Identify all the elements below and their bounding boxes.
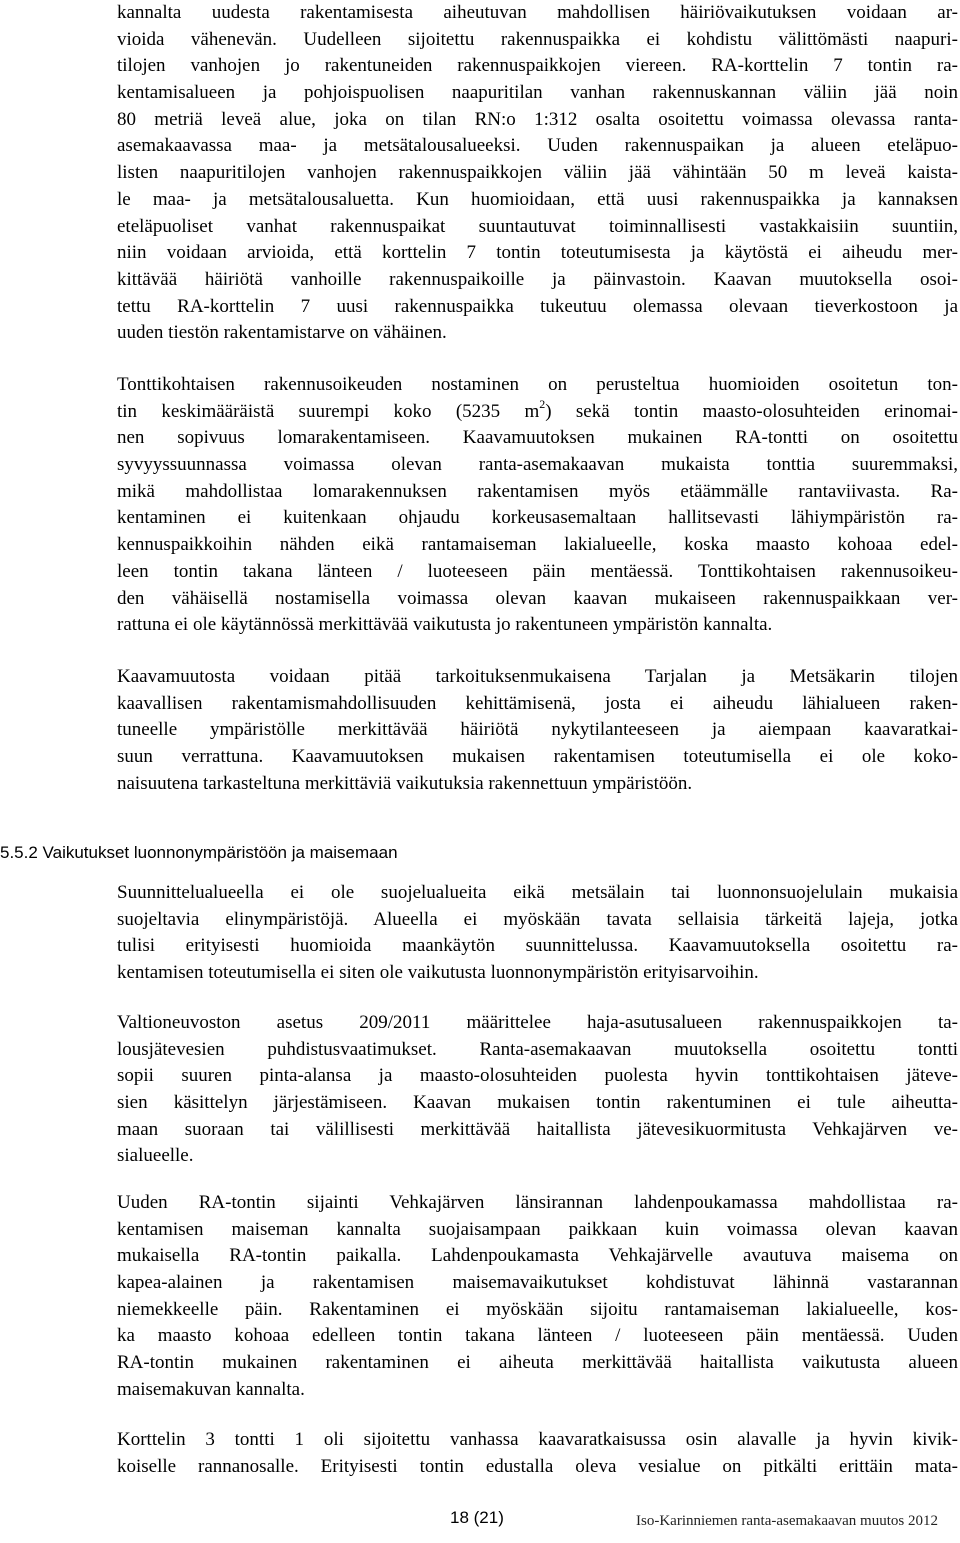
text-line: 80 metriä leveä alue, joka on tilan RN:o 1:312 osalta osoitettu voimassa olevassa ranta-	[117, 108, 958, 130]
text-line: uuden tiestön rakentamistarve on vähäinen.	[117, 322, 447, 344]
text-line: kittävää häiriötä vanhoille rakennuspaikoille ja päinvastoin. Kaavan muutoksella osoi-	[117, 268, 958, 290]
text-line: kentamisen toteutumisella ei siten ole vaikutusta luonnonympäristön erityisarvoihin.	[117, 962, 759, 984]
text-line: koiselle rannanosalle. Erityisesti tontin edustalla oleva vesialue on pitkälti erittäin mata-	[117, 1455, 958, 1477]
text-line: kennuspaikkoihin nähden eikä rantamaiseman lakialueelle, koska maasto kohoaa edel-	[117, 534, 958, 556]
text-line: kaavallisen rakentamismahdollisuuden kehittämisenä, josta ei aiheudu lähialueen raken-	[117, 692, 958, 714]
text-line: kentamisen maiseman kannalta suojaisampaan paikkaan kuin voimassa olevan kaavan	[117, 1218, 958, 1240]
text-line: RA-tontin mukainen rakentaminen ei aiheuta merkittävää haitallista vaikutusta alueen	[117, 1352, 958, 1374]
text-line: Kaavamuutosta voidaan pitää tarkoituksenmukaisena Tarjalan ja Metsäkarin tilojen	[117, 666, 958, 687]
text-line: maisemakuvan kannalta.	[117, 1378, 305, 1400]
footer-document-title: Iso-Karinniemen ranta-asemakaavan muutos 2012	[636, 1513, 938, 1529]
text-line: asemakaavassa maa- ja metsätalousalueeksi. Uuden rakennuspaikan ja alueen eteläpuo-	[117, 135, 958, 157]
text-line: Korttelin 3 tontti 1 oli sijoitettu vanhassa kaavaratkaisussa osin alavalle ja hyvin kivik-	[117, 1429, 958, 1450]
text-segment: ) sekä tontin maasto-olosuhteiden erinomai-	[545, 400, 958, 422]
paragraph-landscape	[117, 1190, 958, 1404]
text-line: leen tontin takana länteen / luoteeseen päin mentäessä. Tonttikohtaisen rakennusoikeu-	[117, 560, 958, 582]
text-line: kentaminen ei kuitenkaan ohjaudu korkeusasemaltaan hallitsevasti lähiympäristön ra-	[117, 507, 958, 529]
text-line: rattuna ei ole käytännössä merkittävää vaikutusta jo rakentuneen ympäristön kannalta.	[117, 614, 773, 636]
text-line: tilojen vanhojen jo rakentuneiden rakennuspaikkojen viereen. RA-korttelin 7 tontin ra-	[117, 55, 958, 77]
text-segment: tin keskimääräistä suurempi koko (5235 m	[117, 400, 540, 422]
page-number: 18 (21)	[450, 1508, 504, 1527]
text-line: nen sopivuus lomarakentamiseen. Kaavamuutoksen mukainen RA-tontti on osoitettu	[117, 427, 958, 449]
text-line: listen naapuritilojen vanhojen rakennuspaikkojen väliin jää vähintään 50 m leveä kaista-	[117, 162, 958, 184]
text-line: lousjätevesien puhdistusvaatimukset. Ranta-asemakaavan muutoksella osoitettu tontti	[117, 1038, 958, 1060]
text-line: tuneelle ympäristölle merkittävää häiriötä nykytilanteeseen ja aiempaan kaavaratkai-	[117, 719, 958, 741]
text-line: naisuutena tarkasteltuna merkittäviä vaikutuksia rakennettuun ympäristöön.	[117, 772, 693, 794]
text-line: kentamisalueen ja pohjoispuolisen naapuritilan vanhan rakennuskannan väliin jää noin	[117, 82, 958, 104]
paragraph-nature-environment	[117, 880, 958, 987]
text-line: mikä mahdollistaa lomarakennuksen rakentamisen myös etäämmälle rantaviivasta. Ra-	[117, 480, 958, 502]
text-line: eteläpuoliset vanhat rakennuspaikat suuntautuvat toiminnallisesti vastakkaisiin suuntiin,	[117, 215, 958, 237]
text-line: Tonttikohtaisen rakennusoikeuden nostaminen on perusteltua huomioiden osoitetun ton-	[117, 374, 958, 395]
text-line: le maa- ja metsätalousaluetta. Kun huomioidaan, että uusi rakennuspaikka ja kannaksen	[117, 188, 958, 210]
text-line: suojeltavia elinympäristöjä. Alueella ei myöskään tavata sellaisia tärkeitä lajeja, jotka	[117, 908, 958, 930]
text-line-with-superscript	[117, 399, 958, 426]
section-heading: 5.5.2 Vaikutukset luonnonympäristöön ja maisemaan	[0, 843, 398, 862]
text-line: tettu RA-korttelin 7 uusi rakennuspaikka tukeutuu olemassa olevaan tieverkostoon ja	[117, 295, 958, 317]
text-line: syvyyssuunnassa voimassa olevan ranta-asemakaavan mukaista tonttia suuremmaksi,	[117, 454, 958, 476]
text-line: kannalta uudesta rakentamisesta aiheutuvan mahdollisen häiriövaikutuksen voidaan ar-	[117, 2, 958, 23]
paragraph-block-3	[117, 1427, 958, 1480]
text-line: ka maasto kohoaa edelleen tontin takana länteen / luoteeseen päin mentäessä. Uuden	[117, 1325, 958, 1347]
text-line: den vähäisellä nostamisella voimassa olevan kaavan mukaiseen rakennuspaikkaan ver-	[117, 587, 958, 609]
text-line: sopii suuren pinta-alansa ja maasto-olosuhteiden puolesta hyvin tonttikohtaisen jäteve-	[117, 1065, 958, 1087]
paragraph-building-rights	[117, 372, 958, 639]
text-line: sien käsittelyn järjestämiseen. Kaavan mukaisen tontin rakentuminen ei tule aiheutta-	[117, 1092, 958, 1114]
text-line: Valtioneuvoston asetus 209/2011 määrittelee haja-asutusalueen rakennuspaikkojen ta-	[117, 1012, 958, 1033]
text-line: sialueelle.	[117, 1145, 194, 1167]
text-line: Suunnittelualueella ei ole suojelualueita eikä metsälain tai luonnonsuojelulain mukaisia	[117, 882, 958, 903]
paragraph-wastewater	[117, 1010, 958, 1170]
text-line: niemekkeelle päin. Rakentaminen ei myöskään sijoitu rantamaiseman lakialueelle, kos-	[117, 1298, 958, 1320]
text-line: kapea-alainen ja rakentamisen maisemavaikutukset kohdistuvat lähinnä vastarannan	[117, 1272, 958, 1294]
text-line: vioida vähenevän. Uudelleen sijoitettu rakennuspaikka ei kohdistu välittömästi naapuri-	[117, 28, 958, 50]
paragraph-plan-change-assessment	[117, 664, 958, 797]
paragraph-impact-neighbours	[117, 0, 958, 347]
text-line: suun verrattuna. Kaavamuutoksen mukaisen rakentamisen toteutumisella ei ole koko-	[117, 746, 958, 768]
text-line: maan suoraan tai välillisesti merkittävää haitallista jätevesikuormitusta Vehkajärven ve-	[117, 1118, 958, 1140]
superscript-exponent: 2	[539, 397, 546, 412]
text-line: niin voidaan arvioida, että korttelin 7 tontin toteutumisesta ja käytöstä ei aiheudu mer-	[117, 242, 958, 264]
text-line: tulisi erityisesti huomioida maankäytön suunnittelussa. Kaavamuutoksella osoitettu ra-	[117, 935, 958, 957]
text-line: Uuden RA-tontin sijainti Vehkajärven länsirannan lahdenpoukamassa mahdollistaa ra-	[117, 1192, 958, 1213]
text-line: mukaisella RA-tontin paikalla. Lahdenpoukamasta Vehkajärvelle avautuva maisema on	[117, 1245, 958, 1267]
